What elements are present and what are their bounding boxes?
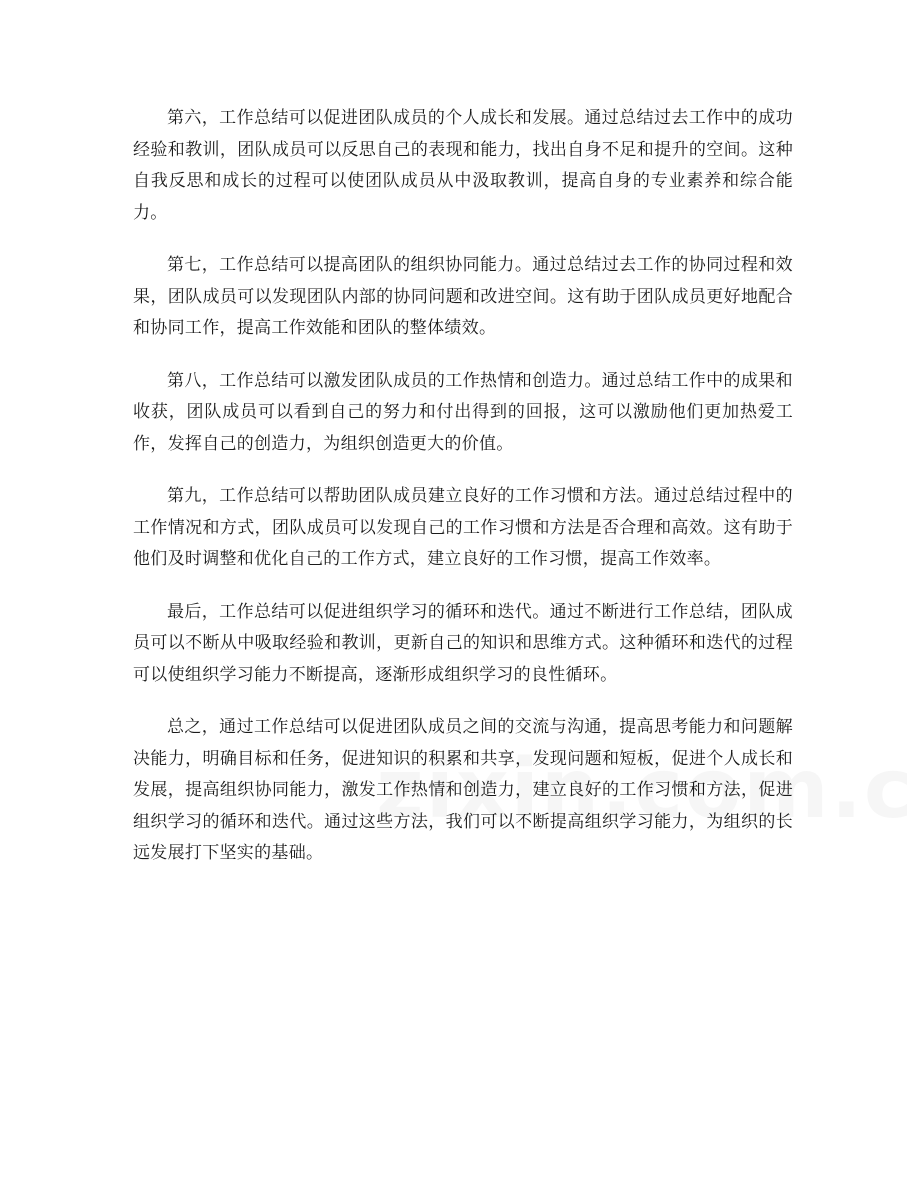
paragraph-seventh: 第七，工作总结可以提高团队的组织协同能力。通过总结过去工作的协同过程和效果，团队成员可以发现团队内部的协同问题和改进空间。这有助于团队成员更好地配合和协同工作，提高工作效能和团队的整体绩效。 [133,255,793,338]
paragraph-eighth: 第八，工作总结可以激发团队成员的工作热情和创造力。通过总结工作中的成果和收获，团队成员可以看到自己的努力和付出得到的回报，这可以激励他们更加热爱工作，发挥自己的创造力，为组织创造更大的价值。 [133,370,793,454]
paragraph-conclusion: 总之，通过工作总结可以促进团队成员之间的交流与沟通，提高思考能力和问题解决能力，明确目标和任务，促进知识的积累和共享，发现问题和短板，促进个人成长和发展，提高组织协同能力，激发工作热情和创造力，建立良好的工作习惯和方法，促进组织学习的循环和迭代。通过这些方法，我们可以不断提高组织学习能力，为组织的长远发展打下坚实的基础。 [133,717,793,863]
document-body [133,103,793,891]
paragraph-finally: 最后，工作总结可以促进组织学习的循环和迭代。通过不断进行工作总结，团队成员可以不断从中吸取经验和教训，更新自己的知识和思维方式。这种循环和迭代的过程可以使组织学习能力不断提高，逐渐形成组织学习的良性循环。 [133,601,793,685]
paragraph-sixth: 第六，工作总结可以促进团队成员的个人成长和发展。通过总结过去工作中的成功经验和教训，团队成员可以反思自己的表现和能力，找出自身不足和提升的空间。这种自我反思和成长的过程可以使团队成员从中汲取教训，提高自身的专业素养和综合能力。 [133,108,793,223]
paragraph-ninth: 第九，工作总结可以帮助团队成员建立良好的工作习惯和方法。通过总结过程中的工作情况和方式，团队成员可以发现自己的工作习惯和方法是否合理和高效。这有助于他们及时调整和优化自己的工作方式，建立良好的工作习惯，提高工作效率。 [133,486,793,569]
